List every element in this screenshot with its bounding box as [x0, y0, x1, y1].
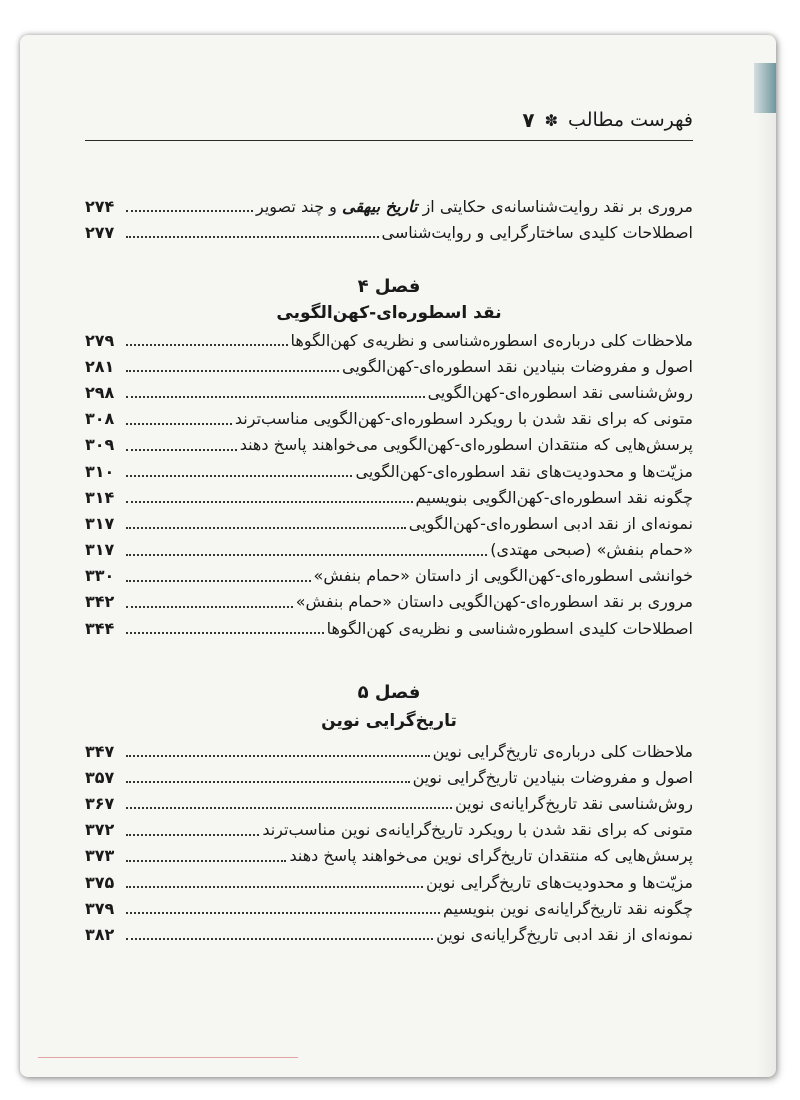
chapter-5-entries: [85, 738, 693, 948]
page-edge-tab: [754, 63, 776, 113]
dot-leader: [126, 886, 423, 888]
dot-leader: [126, 580, 311, 582]
toc-entry-title: چگونه نقد تاریخ‌گرایانه‌ی نوین بنویسیم: [442, 898, 693, 918]
toc-entry-title: نمونه‌ای از نقد ادبی تاریخ‌گرایانه‌ی نوین: [436, 924, 693, 944]
dot-leader: [126, 860, 286, 862]
toc-entry-title: خوانشی اسطوره‌ای-کهن‌الگویی از داستان «حمام بنفش»: [313, 566, 693, 586]
toc-entry[interactable]: [85, 869, 693, 895]
dot-leader: [126, 834, 259, 836]
toc-entry-title: «حمام بنفش» (صبحی مهتدی): [490, 540, 693, 560]
toc-entry[interactable]: [85, 764, 693, 790]
toc-entry[interactable]: [85, 432, 693, 458]
toc-entry[interactable]: [85, 895, 693, 921]
toc-entry[interactable]: [85, 406, 693, 432]
toc-entry-title: ملاحظات کلی درباره‌ی اسطوره‌شناسی و نظریه‌ی کهن‌الگوها: [290, 330, 693, 350]
toc-entry[interactable]: [85, 589, 693, 615]
dot-leader: [126, 423, 232, 425]
toc-entry[interactable]: [85, 458, 693, 484]
toc-entry-title: اصطلاحات کلیدی ساختارگرایی و روایت‌شناسی: [381, 222, 693, 242]
toc-entry[interactable]: [85, 484, 693, 510]
toc-entry-title: مزیّت‌ها و محدودیت‌های تاریخ‌گرایی نوین: [426, 872, 693, 892]
toc-entry-title: روش‌شناسی نقد تاریخ‌گرایانه‌ی نوین: [455, 793, 693, 813]
toc-entry-page: ۳۷۵: [85, 872, 115, 892]
toc-entry-page: ۳۱۷: [85, 513, 115, 533]
dot-leader: [126, 396, 425, 398]
dot-leader: [126, 501, 413, 503]
dot-leader: [126, 781, 410, 783]
toc-entry-title: پرسش‌هایی که منتقدان تاریخ‌گرای نوین می‌خواهند پاسخ دهند: [289, 846, 693, 866]
toc-entry[interactable]: [85, 193, 693, 219]
header-title: فهرست مطالب: [568, 109, 693, 131]
running-header: [85, 108, 693, 141]
toc-top-entries: [85, 193, 693, 245]
toc-entry[interactable]: [85, 790, 693, 816]
header-page-number: ۷: [522, 108, 535, 132]
dot-leader: [126, 449, 237, 451]
toc-entry-page: ۳۱۷: [85, 540, 115, 560]
toc-entry[interactable]: [85, 219, 693, 245]
dot-leader: [126, 344, 288, 346]
chapter-4-entries: [85, 327, 693, 641]
toc-entry-title: چگونه نقد اسطوره‌ای-کهن‌الگویی بنویسیم: [415, 487, 693, 507]
chapter-4-title: نقد اسطوره‌ای-کهن‌الگویی: [276, 303, 502, 323]
toc-entry-title: مروری بر نقد اسطوره‌ای-کهن‌الگویی داستان «حمام بنفش»: [295, 592, 693, 612]
toc-entry-title: پرسش‌هایی که منتقدان اسطوره‌ای-کهن‌الگویی می‌خواهند پاسخ دهند: [239, 435, 693, 455]
toc-entry-page: ۳۴۲: [85, 592, 115, 612]
dot-leader: [126, 554, 487, 556]
toc-entry[interactable]: [85, 537, 693, 563]
toc-entry-title: اصول و مفروضات بنیادین تاریخ‌گرایی نوین: [412, 767, 693, 787]
toc-entry-page: ۳۴۷: [85, 741, 115, 761]
toc-entry[interactable]: [85, 510, 693, 536]
toc-entry[interactable]: [85, 615, 693, 641]
toc-entry-page: ۳۰۸: [85, 409, 115, 429]
dot-leader: [126, 210, 253, 212]
toc-entry[interactable]: [85, 379, 693, 405]
dot-leader: [126, 606, 293, 608]
star-bullet-icon: ✽: [544, 110, 559, 130]
toc-entry-page: ۳۶۷: [85, 793, 115, 813]
toc-entry-title: متونی که برای نقد شدن با رویکرد تاریخ‌گرایانه‌ی نوین مناسب‌ترند: [262, 820, 693, 840]
dot-leader: [126, 755, 430, 757]
toc-entry-page: ۳۷۳: [85, 846, 115, 866]
toc-entry-page: ۲۷۴: [85, 196, 115, 216]
toc-entry-page: ۳۴۴: [85, 618, 115, 638]
toc-entry-page: ۳۷۲: [85, 820, 115, 840]
toc-entry[interactable]: [85, 327, 693, 353]
dot-leader: [126, 632, 324, 634]
dot-leader: [126, 475, 352, 477]
toc-entry[interactable]: [85, 563, 693, 589]
toc-entry-page: ۲۸۱: [85, 356, 115, 376]
dot-leader: [126, 938, 433, 940]
dot-leader: [126, 527, 406, 529]
dot-leader: [126, 370, 339, 372]
toc-entry-page: ۳۷۹: [85, 898, 115, 918]
chapter-5-label: فصل ۵: [357, 682, 421, 703]
page-bottom-mark: [38, 1057, 298, 1058]
chapter-5-title: تاریخ‌گرایی نوین: [321, 711, 457, 731]
toc-entry-page: ۳۱۴: [85, 487, 115, 507]
toc-entry[interactable]: [85, 921, 693, 947]
toc-entry-page: ۳۸۲: [85, 924, 115, 944]
toc-entry-title: اصول و مفروضات بنیادین نقد اسطوره‌ای-کهن‌الگویی: [342, 356, 693, 376]
toc-entry-page: ۳۳۰: [85, 566, 115, 586]
dot-leader: [126, 236, 379, 238]
dot-leader: [126, 807, 452, 809]
toc-entry-title: متونی که برای نقد شدن با رویکرد اسطوره‌ای-کهن‌الگویی مناسب‌ترند: [234, 409, 693, 429]
toc-entry-title: نمونه‌ای از نقد ادبی اسطوره‌ای-کهن‌الگویی: [408, 513, 693, 533]
toc-entry-page: ۳۰۹: [85, 435, 115, 455]
toc-entry-page: ۲۷۷: [85, 222, 115, 242]
toc-entry[interactable]: [85, 843, 693, 869]
toc-entry-title: مزیّت‌ها و محدودیت‌های نقد اسطوره‌ای-کهن‌الگویی: [355, 461, 693, 481]
toc-entry[interactable]: [85, 353, 693, 379]
toc-entry[interactable]: [85, 817, 693, 843]
toc-entry-page: ۲۷۹: [85, 330, 115, 350]
toc-entry-title: اصطلاحات کلیدی اسطوره‌شناسی و نظریه‌ی کهن‌الگوها: [326, 618, 693, 638]
toc-entry-page: ۳۵۷: [85, 767, 115, 787]
page-edge-shadow: [756, 113, 776, 1077]
dot-leader: [126, 912, 440, 914]
toc-entry-page: ۲۹۸: [85, 382, 115, 402]
toc-entry[interactable]: [85, 738, 693, 764]
toc-entry-title: روش‌شناسی نقد اسطوره‌ای-کهن‌الگویی: [427, 382, 693, 402]
chapter-4-label: فصل ۴: [357, 276, 421, 297]
toc-entry-page: ۳۱۰: [85, 461, 115, 481]
toc-entry-title: ملاحظات کلی درباره‌ی تاریخ‌گرایی نوین: [432, 741, 693, 761]
toc-entry-title: مروری بر نقد روایت‌شناسانه‌ی حکایتی از تاریخ بیهقی و چند تصویر: [256, 196, 693, 216]
